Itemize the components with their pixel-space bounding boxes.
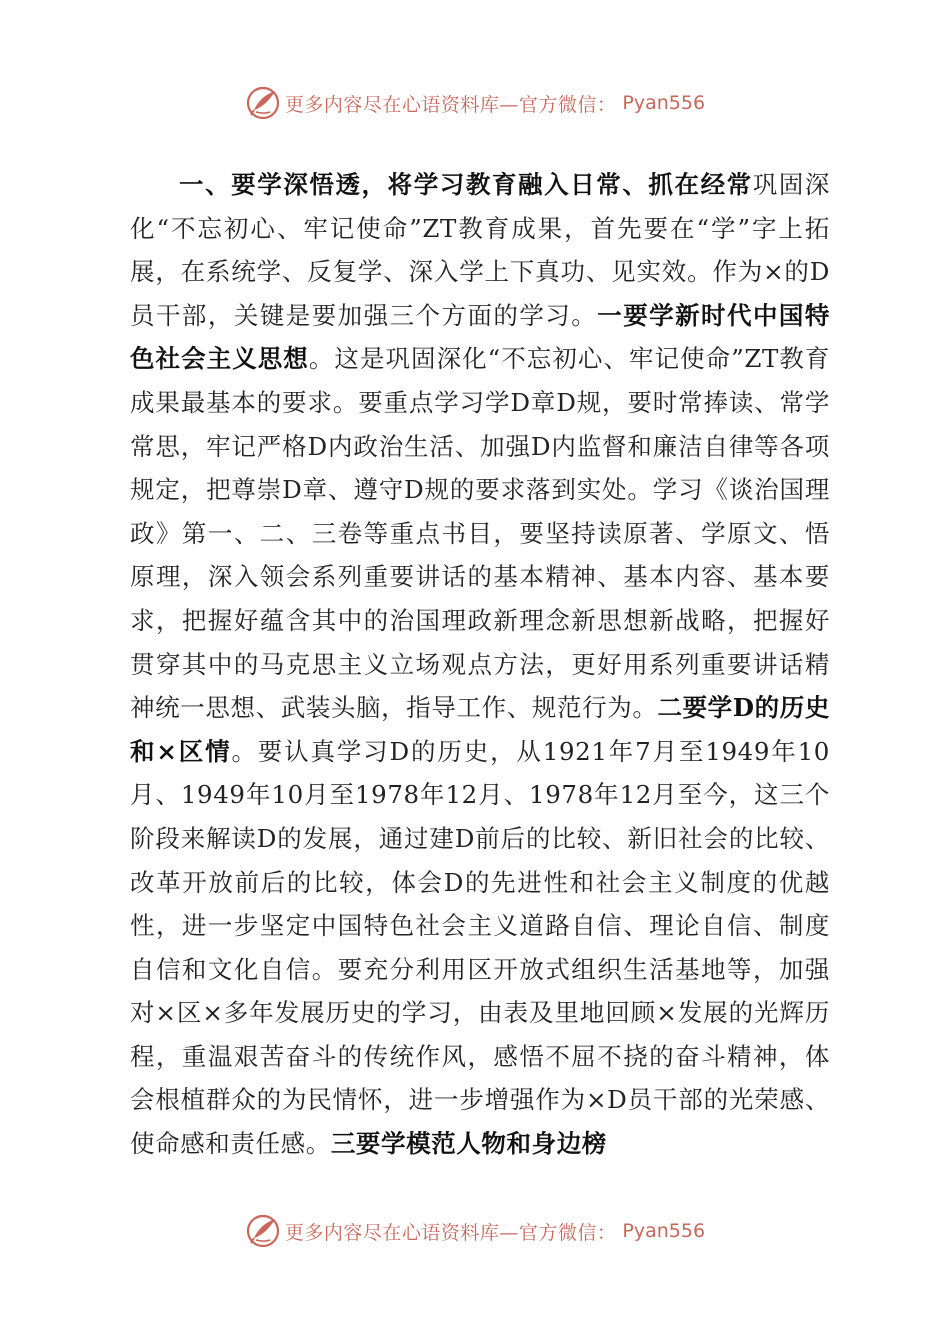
section-heading: 一、要学深悟透，将学习教育融入日常、抓在经常 [179,170,753,199]
quill-logo-icon [245,1213,281,1249]
article-paragraph [130,163,830,1166]
body-text: 巩固深化“不忘初心、牢记使命”ZT教育成果，首先要在“学”字上拓展，在系统学、反复学、深入学上下真功、见实效。作为×的D员干部，关键是要加强三个方面的学习。 [130,170,830,330]
quill-logo-icon [245,85,281,121]
watermark-text: 更多内容尽在心语资料库—官方微信： [284,93,617,116]
body-text: 。要认真学习D的历史，从1921年7月至1949年10月、1949年10月至1978年12月、1978年12月至今，这三个阶段来解读D的发展，通过建D前后的比较、新旧社会的比较、改革开放前后的比较，体会D的先进性和社会主义制度的优越性，进一步坚定中国特色社会主义道路自信、理论自信、制度自信和文化自信。要充分利用区开放式组织生活基地等，加强对×区×多年发展历史的学习，由表及里地回顾×发展的光辉历程，重温艰苦奋斗的传统作风，感悟不屈不挠的奋斗精神，体会根植群众的为民情怀，进一步增强作为×D员干部的光荣感、使命感和责任感。 [130,736,830,1159]
subheading: 三要学模范人物和身边榜 [330,1129,607,1159]
watermark-text: 更多内容尽在心语资料库—官方微信： [284,1221,617,1244]
watermark-wechat-id: Pyan556 [622,1220,706,1242]
body-text: 。这是巩固深化“不忘初心、牢记使命”ZT教育成果最基本的要求。要重点学习学D章D规，要时常捧读、常学常思，牢记严格D内政治生活、加强D内监督和廉洁自律等各项规定，把尊崇D章、遵守D规的要求落到实处。学习《谈治国理政》第一、二、三卷等重点书目，要坚持读原著、学原文、悟原理，深入领会系列重要讲话的基本精神、基本内容、基本要求，把握好蕴含其中的治国理政新理念新思想新战略，把握好贯穿其中的马克思主义立场观点方法，更好用系列重要讲话精神统一思想、武装头脑，指导工作、规范行为。 [130,344,830,723]
watermark-footer [0,1206,950,1256]
subheading: 二要学D的历史和×区情 [130,693,830,766]
watermark-header [0,78,950,128]
watermark-wechat-id: Pyan556 [622,92,706,114]
subheading: 一要学新时代中国特色社会主义思想 [130,300,830,374]
